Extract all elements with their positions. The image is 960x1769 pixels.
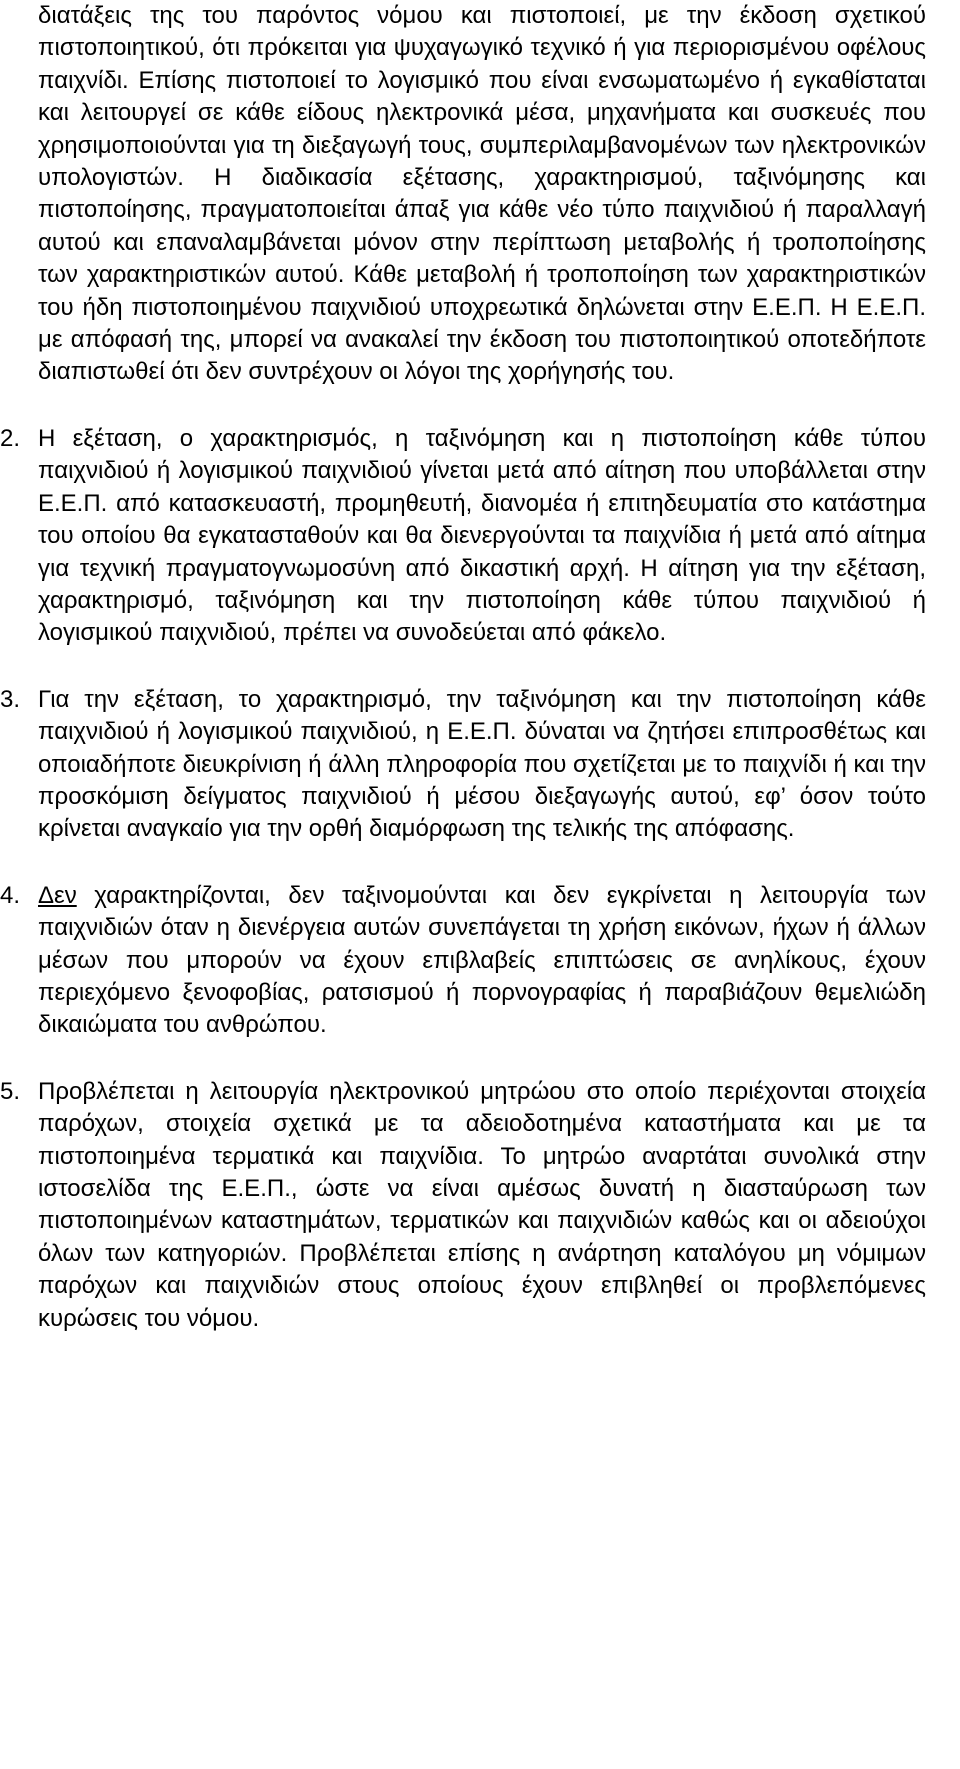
item-number: 4. bbox=[0, 881, 21, 909]
list-item-5 bbox=[0, 1076, 926, 1335]
item-text: Προβλέπεται η λειτουργία ηλεκτρονικού μητρώου στο οποίο περιέχονται στοιχεία παρόχων, στοιχεία σχετικά με τα αδειοδοτημένα καταστήματα και με τα πιστοποιημένα τερματικά και παιχνίδια. Το μητρώο αναρτάται συνολικά στην ιστοσελίδα της Ε.Ε.Π., ώστε να είναι αμέσως δυνατή η διασταύρωση των πιστοποιημένων καταστημάτων, τερματικών και παιχνιδιών καθώς και οι αδειούχοι όλων των κατηγοριών. Προβλέπεται επίσης η ανάρτηση καταλόγου μη νόμιμων παρόχων και παιχνιδιών στους οποίους έχουν επιβληθεί οι προβλεπόμενες κυρώσεις του νόμου. bbox=[38, 1077, 926, 1332]
underlined-first-word: Δεν bbox=[38, 881, 77, 909]
list-item-2 bbox=[0, 423, 926, 650]
item-text: χαρακτηρίζονται, δεν ταξινομούνται και δεν εγκρίνεται η λειτουργία των παιχνιδιών όταν η διενέργεια αυτών συνεπάγεται τη χρήση εικόνων, ήχων ή άλλων μέσων που μπορούν να έχουν επιβλαβείς επιπτώσεις σε ανηλίκους, έχουν περιεχόμενο ξενοφοβίας, ρατσισμού ή πορνογραφίας ή παραβιάζουν θεμελιώδη δικαιώματα του ανθρώπου. bbox=[38, 881, 926, 1039]
item-number: 3. bbox=[0, 685, 21, 713]
item-text-wrapper bbox=[38, 880, 926, 1042]
item-text: Η εξέταση, ο χαρακτηρισμός, η ταξινόμηση και η πιστοποίηση κάθε τύπου παιχνιδιού ή λογισμικού παιχνιδιού γίνεται μετά από αίτηση που υποβάλλεται στην Ε.Ε.Π. από κατασκευαστή, προμηθευτή, διανομέα ή επιτηδευματία στο κατάστημα του οποίου θα εγκατασταθούν και θα διενεργούνται τα παιχνίδια ή μετά από αίτημα για τεχνική πραγματογνωμοσύνη από δικαστική αρχή. Η αίτηση για την εξέταση, χαρακτηρισμό, ταξινόμηση και την πιστοποίηση κάθε τύπου παιχνιδιού ή λογισμικού παιχνιδιού, πρέπει να συνοδεύεται από φάκελο. bbox=[38, 424, 926, 647]
list-item-4 bbox=[0, 880, 926, 1042]
list-item-3 bbox=[0, 684, 926, 846]
item-text: Για την εξέταση, το χαρακτηρισμό, την ταξινόμηση και την πιστοποίηση κάθε παιχνιδιού ή λογισμικού παιχνιδιού, η Ε.Ε.Π. δύναται να ζητήσει επιπροσθέτως και οποιαδήποτε διευκρίνιση ή άλλη πληροφορία που σχετίζεται με το παιχνίδι ή και την προσκόμιση δείγματος παιχνιδιού ή μέσου διεξαγωγής αυτού, εφ’ όσον τούτο κρίνεται αναγκαίο για την ορθή διαμόρφωση της τελικής της απόφασης. bbox=[38, 685, 926, 843]
paragraph-continuation bbox=[38, 0, 926, 389]
item-number: 2. bbox=[0, 424, 21, 452]
paragraph-text: διατάξεις της του παρόντος νόμου και πιστοποιεί, με την έκδοση σχετικού πιστοποιητικού, ότι πρόκειται για ψυχαγωγικό τεχνικό ή για περιορισμένου οφέλους παιχνίδι. Επίσης πιστοποιεί το λογισμικό που είναι ενσωματωμένο ή εγκαθίσταται και λειτουργεί σε κάθε είδους ηλεκτρονικά μέσα, μηχανήματα και συσκευές που χρησιμοποιούνται για τη διεξαγωγή τους, συμπεριλαμβανομένων των ηλεκτρονικών υπολογιστών. Η διαδικασία εξέτασης, χαρακτηρισμού, ταξινόμησης και πιστοποίησης, πραγματοποιείται άπαξ για κάθε νέο τύπο παιχνιδιού ή παραλλαγή αυτού και επαναλαμβάνεται μόνον στην περίπτωση μεταβολής ή τροποποίησης των χαρακτηριστικών αυτού. Κάθε μεταβολή ή τροποποίηση των χαρακτηριστικών του ήδη πιστοποιημένου παιχνιδιού υποχρεωτικά δηλώνεται στην Ε.Ε.Π. Η Ε.Ε.Π. με απόφασή της, μπορεί να ανακαλεί την έκδοση του πιστοποιητικού οποτεδήποτε διαπιστωθεί ότι δεν συντρέχουν οι λόγοι της χορήγησής του. bbox=[38, 2, 926, 386]
item-number: 5. bbox=[0, 1077, 21, 1105]
